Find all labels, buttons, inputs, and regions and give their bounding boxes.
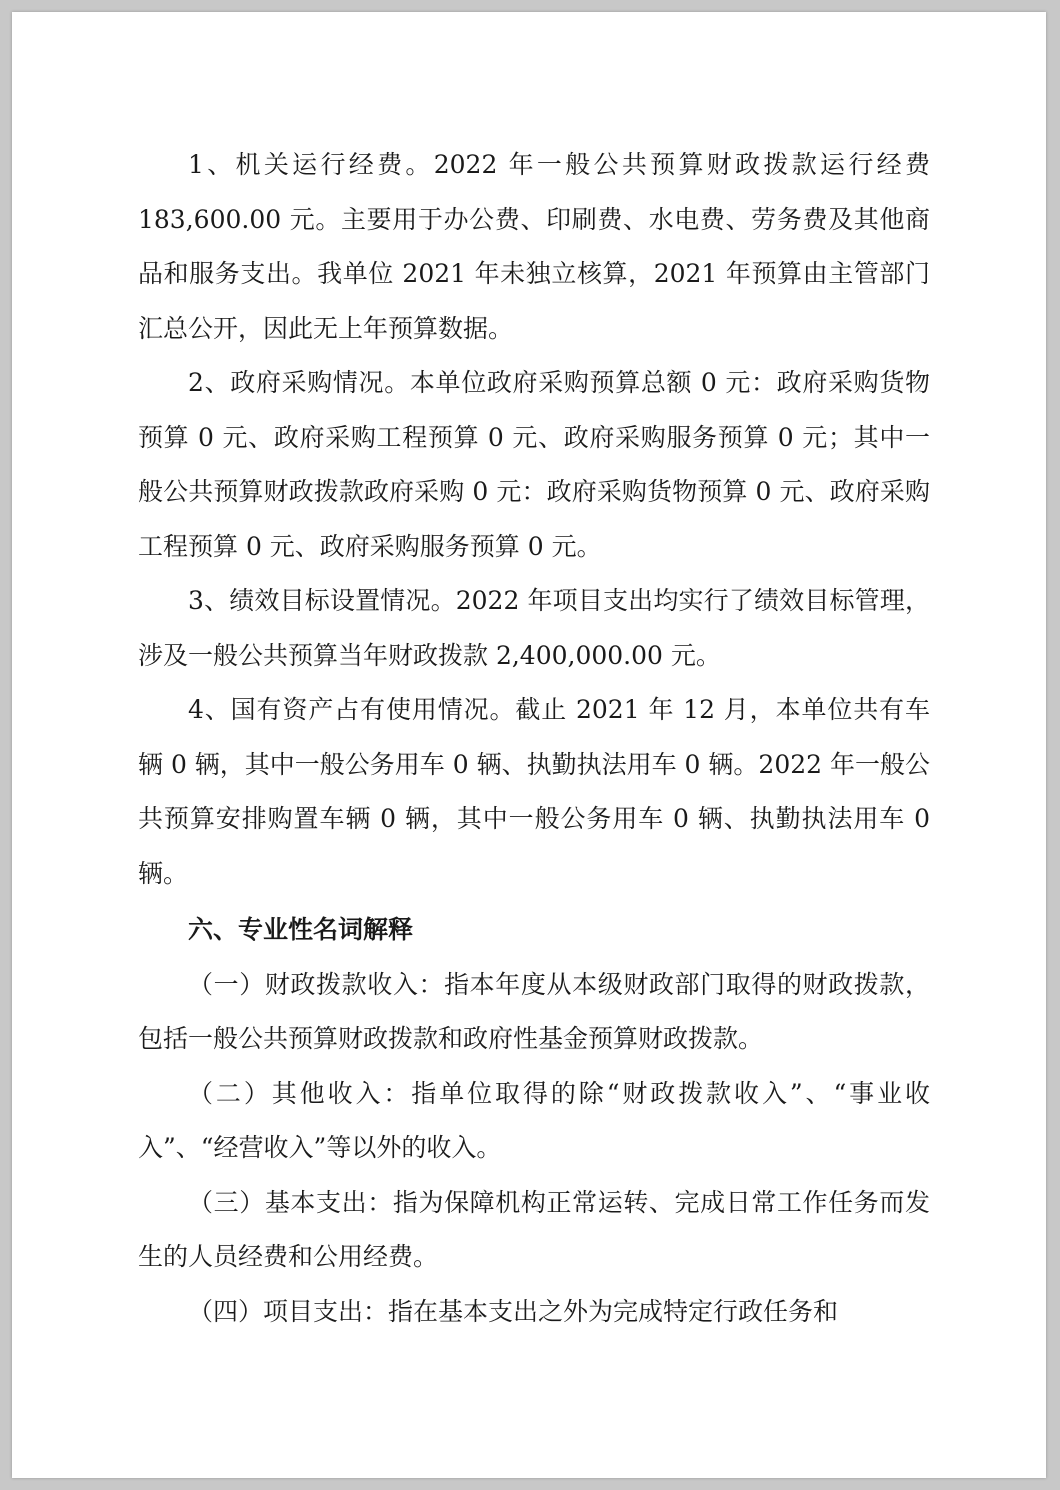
definition-project-expenditure: （四）项目支出：指在基本支出之外为完成特定行政任务和 <box>188 1296 839 1326</box>
paragraph-state-assets: 4、国有资产占有使用情况。截止 2021 年 12 月，本单位共有车辆 0 辆，其中一般公务用车 0 辆、执勤执法用车 0 辆。2022 年一般公共预算安排购置车辆 0 辆，其中一般公务用车 0 辆、执勤执法用车 0 辆。 <box>138 695 930 888</box>
paragraph-operating-costs: 1、机关运行经费。2022 年一般公共预算财政拨款运行经费 183,600.00 元。主要用于办公费、印刷费、水电费、劳务费及其他商品和服务支出。我单位 2021 年未独立核算，2021 年预算由主管部门汇总公开，因此无上年预算数据。 <box>138 150 930 343</box>
document-page <box>12 12 1046 1478</box>
paragraph-performance-goals: 3、绩效目标设置情况。2022 年项目支出均实行了绩效目标管理，涉及一般公共预算当年财政拨款 2,400,000.00 元。 <box>138 586 930 670</box>
document-body <box>138 138 930 1339</box>
definition-fiscal-appropriation: （一）财政拨款收入：指本年度从本级财政部门取得的财政拨款，包括一般公共预算财政拨款和政府性基金预算财政拨款。 <box>138 969 930 1053</box>
definition-other-income: （二）其他收入：指单位取得的除“财政拨款收入”、“事业收入”、“经营收入”等以外的收入。 <box>138 1078 930 1162</box>
paragraph-procurement: 2、政府采购情况。本单位政府采购预算总额 0 元：政府采购货物预算 0 元、政府采购工程预算 0 元、政府采购服务预算 0 元；其中一般公共预算财政拨款政府采购 0 元：政府采购货物预算 0 元、政府采购工程预算 0 元、政府采购服务预算 0 元。 <box>138 368 930 561</box>
section-heading: 六、专业性名词解释 <box>188 915 414 944</box>
definition-basic-expenditure: （三）基本支出：指为保障机构正常运转、完成日常工作任务而发生的人员经费和公用经费。 <box>138 1187 930 1271</box>
